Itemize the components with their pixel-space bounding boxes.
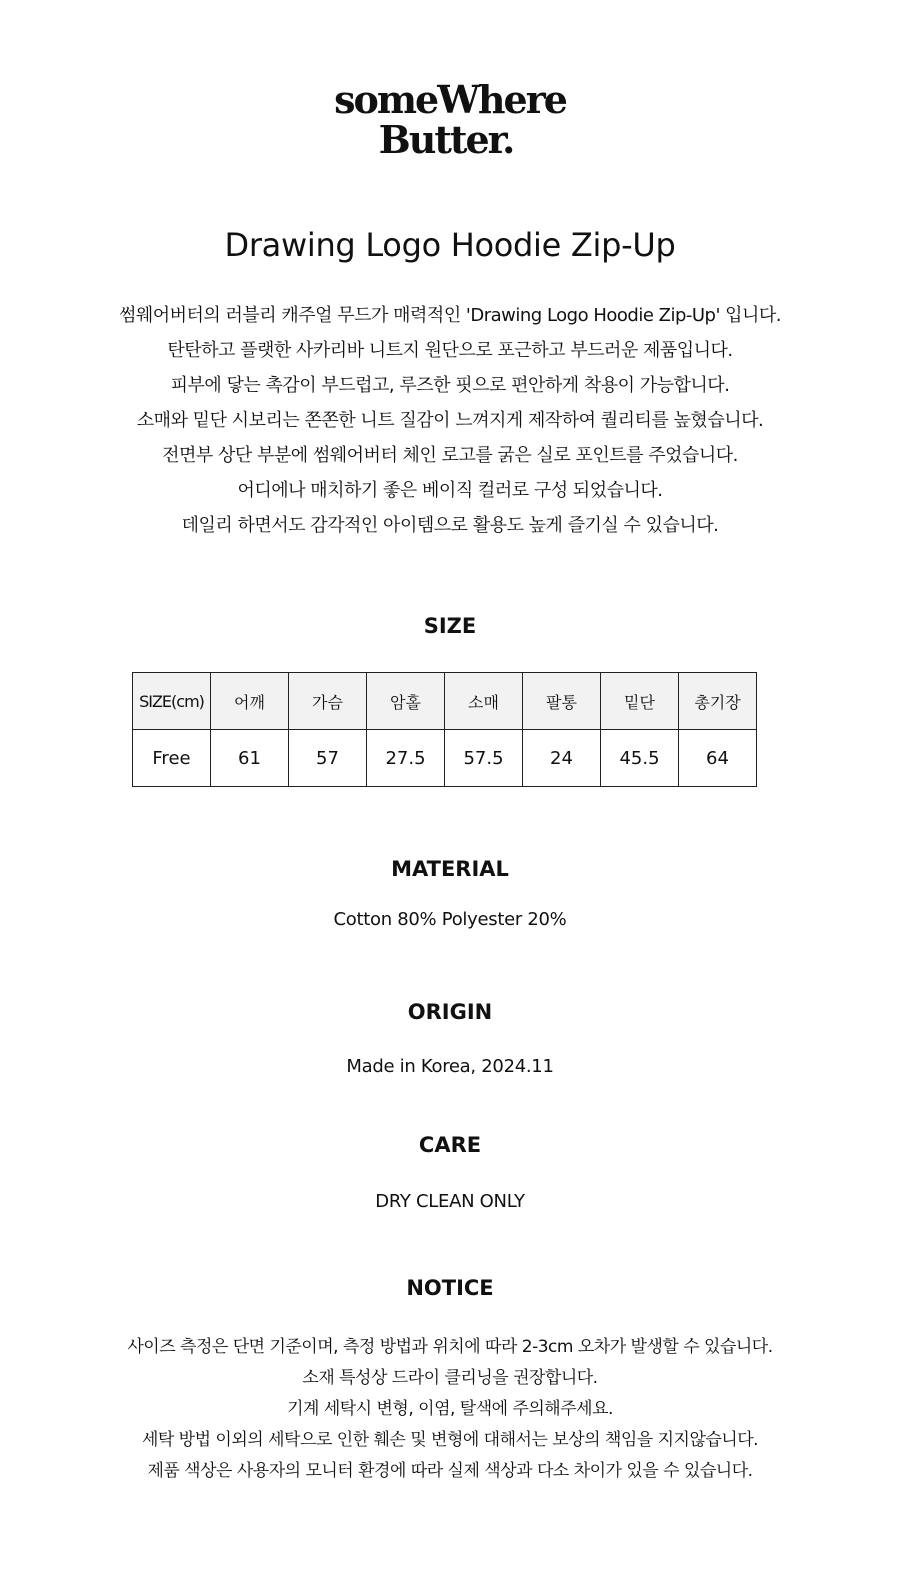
notice-list — [0, 1332, 900, 1487]
size-header-cell: 팔통 — [523, 673, 601, 730]
notice-line: 기계 세탁시 변형, 이염, 탈색에 주의해주세요. — [287, 1399, 613, 1419]
notice-line: 세탁 방법 이외의 세탁으로 인한 훼손 및 변형에 대해서는 보상의 책임을 지지않습니다. — [141, 1430, 759, 1450]
brand-logo-line1: someWhere — [334, 77, 566, 122]
size-value-cell: 64 — [679, 730, 757, 787]
brand-logo-line2: Butter. — [378, 117, 514, 162]
size-header-cell: 소매 — [445, 673, 523, 730]
size-table-header-row — [133, 673, 757, 730]
brand-logo — [0, 77, 900, 162]
origin-value: Made in Korea, 2024.11 — [346, 1056, 554, 1077]
size-header-cell: 총기장 — [679, 673, 757, 730]
description-line: 피부에 닿는 촉감이 부드럽고, 루즈한 핏으로 편안하게 착용이 가능합니다. — [170, 375, 730, 396]
size-value-cell: Free — [133, 730, 211, 787]
size-heading: SIZE — [423, 614, 477, 638]
size-table — [132, 672, 757, 787]
care-value: DRY CLEAN ONLY — [375, 1191, 525, 1212]
size-value-cell: 45.5 — [601, 730, 679, 787]
size-header-cell: SIZE(cm) — [133, 673, 211, 730]
notice-heading: NOTICE — [406, 1276, 494, 1300]
size-value-cell: 57.5 — [445, 730, 523, 787]
size-header-cell: 암홀 — [367, 673, 445, 730]
description-line: 탄탄하고 플랫한 사카리바 니트지 원단으로 포근하고 부드러운 제품입니다. — [167, 340, 733, 361]
size-value-cell: 57 — [289, 730, 367, 787]
size-header-cell: 어깨 — [211, 673, 289, 730]
material-value: Cotton 80% Polyester 20% — [333, 909, 567, 930]
description-line: 썸웨어버터의 러블리 캐주얼 무드가 매력적인 'Drawing Logo Hoodie Zip-Up' 입니다. — [118, 305, 782, 326]
size-value-cell: 61 — [211, 730, 289, 787]
size-header-cell: 밑단 — [601, 673, 679, 730]
description-line: 전면부 상단 부분에 썸웨어버터 체인 로고를 굵은 실로 포인트를 주었습니다. — [162, 445, 738, 466]
description-line: 데일리 하면서도 감각적인 아이템으로 활용도 높게 즐기실 수 있습니다. — [181, 515, 719, 536]
notice-line: 제품 색상은 사용자의 모니터 환경에 따라 실제 색상과 다소 차이가 있을 수 있습니다. — [147, 1461, 753, 1481]
material-heading: MATERIAL — [391, 857, 509, 881]
size-value-cell: 27.5 — [367, 730, 445, 787]
product-description — [0, 298, 900, 543]
care-heading: CARE — [418, 1133, 482, 1157]
description-line: 소매와 밑단 시보리는 쫀쫀한 니트 질감이 느껴지게 제작하여 퀄리티를 높혔습니다. — [136, 410, 764, 431]
product-title: Drawing Logo Hoodie Zip-Up — [224, 226, 676, 264]
notice-line: 소재 특성상 드라이 클리닝을 권장합니다. — [302, 1368, 598, 1388]
origin-heading: ORIGIN — [407, 1000, 493, 1024]
table-row — [133, 730, 757, 787]
description-line: 어디에나 매치하기 좋은 베이직 컬러로 구성 되었습니다. — [237, 480, 663, 501]
notice-line: 사이즈 측정은 단면 기준이며, 측정 방법과 위치에 따라 2-3cm 오차가 발생할 수 있습니다. — [127, 1337, 773, 1357]
size-value-cell: 24 — [523, 730, 601, 787]
size-header-cell: 가슴 — [289, 673, 367, 730]
